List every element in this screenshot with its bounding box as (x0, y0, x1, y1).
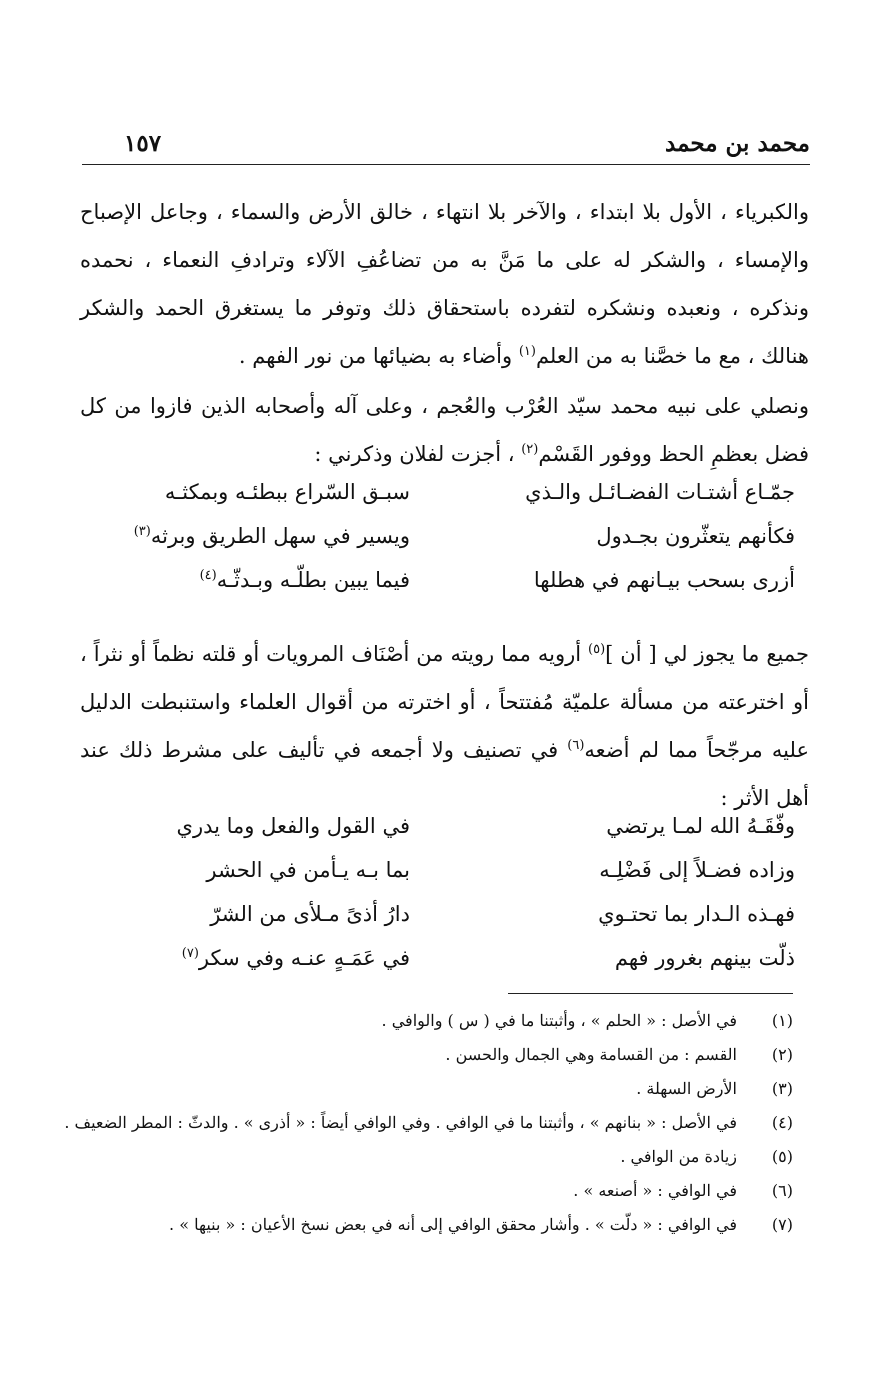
footnote-text: في الوافي : « أصنعه » . (573, 1181, 737, 1200)
verse-line (100, 814, 795, 858)
verse-first-hemistich: فهـذه الـدار بما تحتـوي (598, 902, 795, 926)
paragraph-3 (80, 630, 809, 822)
header-rule (82, 164, 810, 165)
running-head: محمد بن محمد (665, 130, 810, 157)
footnote-number: (٢) (771, 1045, 793, 1064)
verse-line (100, 902, 795, 946)
footnote-number: (٤) (771, 1113, 793, 1132)
verse-first-hemistich: أزرى بسحب بيـانهم في هطلها (533, 568, 795, 592)
paragraph-2 (80, 382, 809, 478)
paragraph-3-b: أرويه مما رويته من أصْنَاف المرويات أو قلته نظماً أو نثراً ، أو اخترعته من مسألة علميّة مُفتتحاً ، أو اخترته من أقوال العلماء واستنبطت الدليل عليه مرجّحاً مما لم أضعه (80, 642, 809, 762)
verse-line (100, 858, 795, 902)
footnote-text: الأرض السهلة . (636, 1079, 737, 1098)
verse-first-hemistich: وفّقَـهُ الله لمـا يرتضي (606, 814, 795, 838)
verse-first-hemistich: فكأنهم يتعثّرون بجـدول (596, 524, 795, 548)
paragraph-3-c: في تصنيف ولا أجمعه في تأليف على مشرط ذلك عند أهل الأثر : (80, 738, 809, 810)
paragraph-1 (80, 188, 809, 380)
verse-line (100, 480, 795, 524)
verse-first-hemistich: جمّـاع أشتـات الفضـائـل والـذي (525, 480, 795, 504)
verse-second-hemistich: ويسير في سهل الطريق وبرثه$^{(٣)}$ (133, 524, 410, 548)
footnote-text: زيادة من الوافي . (620, 1147, 737, 1166)
footnote-ref-6: (٦) (567, 738, 585, 753)
footnote (84, 1004, 793, 1038)
footnote-number: (٣) (771, 1079, 793, 1098)
page-header (84, 128, 810, 164)
footnote-text: في الوافي : « دلّت » . وأشار محقق الوافي إلى أنه في بعض نسخ الأعيان : « بنيها » . (169, 1215, 737, 1234)
footnote (84, 1174, 793, 1208)
footnote (84, 1038, 793, 1072)
footnote-text: في الأصل : « الحلم » ، وأثبتنا ما في ( س ) والوافي . (381, 1011, 737, 1030)
footnote (84, 1208, 793, 1242)
paragraph-1-tail: وأضاء به بضيائها من نور الفهم . (238, 344, 519, 368)
verse-second-hemistich: دارُ أذىً مـلأى من الشرّ (210, 902, 410, 926)
footnote-ref-2: (٢) (521, 442, 539, 457)
footnote-ref-1: (١) (518, 344, 536, 359)
footnote (84, 1072, 793, 1106)
page-number: ١٥٧ (124, 130, 162, 157)
footnote-number: (٥) (771, 1147, 793, 1166)
footnote (84, 1140, 793, 1174)
footnote-ref-5: (٥) (588, 642, 606, 657)
footnote-number: (٦) (771, 1181, 793, 1200)
verse-second-hemistich: بما بـه يـأمن في الحشر (206, 858, 410, 882)
verse-second-hemistich: سبـق السّراع ببطئـه وبمكثـه (164, 480, 410, 504)
footnote-ref-4: (٤) (199, 568, 217, 583)
footnote-ref-7: (٧) (181, 946, 199, 961)
footnote (64, 1106, 793, 1140)
paragraph-3-a: جميع ما يجوز لي [ أن ] (605, 642, 809, 666)
paragraph-2-tail: ، أجزت لفلان وذكرني : (314, 442, 522, 466)
footnote-rule (508, 993, 793, 994)
verse-first-hemistich: وزاده فضـلاً إلى فَضْلِـه (599, 858, 795, 882)
footnote-text: القسم : من القسامة وهي الجمال والحسن . (445, 1045, 737, 1064)
paragraph-2-text: ونصلي على نبيه محمد سيّد العُرْب والعُجم ، وعلى آله وأصحابه الذين فازوا من كل فضل بعظمِ الحظ ووفور القَسْم (80, 394, 809, 466)
verse-second-hemistich: في القول والفعل وما يدري (176, 814, 410, 838)
footnotes (64, 1004, 793, 1242)
verse-line (100, 946, 795, 990)
poem-2 (100, 814, 795, 990)
footnote-number: (١) (771, 1011, 793, 1030)
verse-first-hemistich: ذلّت بينهم بغرور فهم (614, 946, 795, 970)
verse-second-hemistich: في عَمَـهٍ عنـه وفي سكر$^{(٧)}$ (181, 946, 410, 970)
footnote-ref-3: (٣) (133, 524, 151, 539)
verse-line (100, 524, 795, 568)
footnote-number: (٧) (771, 1215, 793, 1234)
paragraph-1-text: والكبرياء ، الأول بلا ابتداء ، والآخر بلا انتهاء ، خالق الأرض والسماء ، وجاعل الإصباح والإمساء ، والشكر له على ما مَنَّ به من تضاعُفِ الآلاء وترادفِ النعماء ، نحمده ونذكره ، ونعبده ونشكره لتفرده باستحقاق ذلك وتوفر ما يستغرق الحمد والشكر هنالك ، مع ما خصَّنا به من العلم (80, 200, 809, 368)
verse-second-hemistich: فيما يبين بطلّـه وبـدثّـه$^{(٤)}$ (199, 568, 410, 592)
poem-1 (100, 480, 795, 612)
verse-line (100, 568, 795, 612)
footnote-text: في الأصل : « بنانهم » ، وأثبتنا ما في الوافي . وفي الوافي أيضاً : « أذرى » . والدثّ : المطر الضعيف . (64, 1113, 737, 1132)
